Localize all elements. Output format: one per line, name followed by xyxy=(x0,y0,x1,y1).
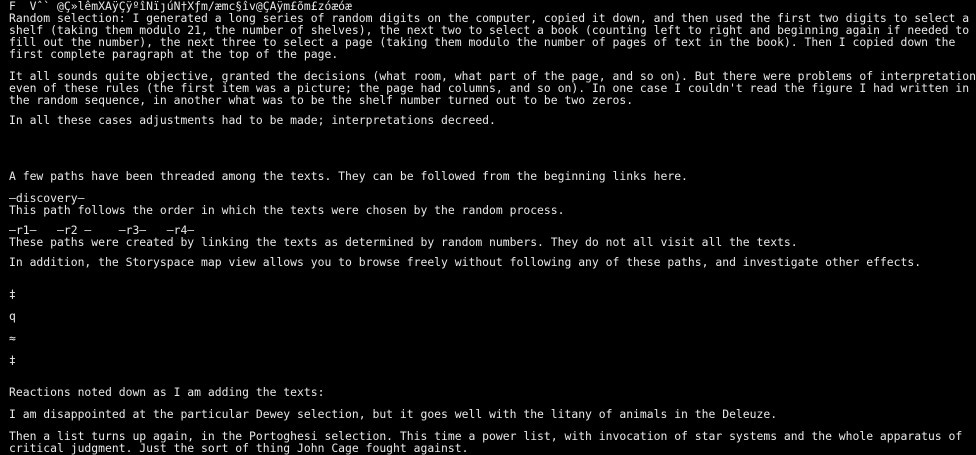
paragraph-line: fill out the number), the next three to select a page (taking them modulo the number of pages of text in the book). Then I copied down the xyxy=(9,35,956,49)
portoghesi-paragraph xyxy=(9,429,963,455)
paragraph-line: even of these rules (the first item was a picture; the page had columns, and so on). In one case I couldn't read the figure I had written in xyxy=(9,81,970,95)
symbol-glyph: ‡ xyxy=(9,287,16,301)
discovery-path-description: This path follows the order in which the texts were chosen by the random process. xyxy=(9,203,565,217)
paragraph-line: the random sequence, in another what was to be the shelf number turned out to be two zeros. xyxy=(9,93,634,107)
paragraph-line: first complete paragraph at the top of the page. xyxy=(9,47,339,61)
symbol-glyph: q xyxy=(9,309,16,323)
garbled-header: F Vˆ` @Ç»lêmXAÿÇÿºîNïȷúN†Xƒm/æmc§îv@ÇAÿm£õm£zóæóæ xyxy=(9,0,352,13)
random-selection-paragraph xyxy=(9,11,970,61)
dewey-paragraph: I am disappointed at the particular Dewey selection, but it goes well with the litany of animals in the Deleuze. xyxy=(9,407,778,421)
paragraph-line: critical judgment. Just the sort of thing John Cage fought against. xyxy=(9,441,469,455)
adjustments-paragraph: In all these cases adjustments had to be made; interpretations decreed. xyxy=(9,113,496,127)
random-path-links[interactable]: –r1– –r2 – –r3– –r4– xyxy=(9,223,195,237)
terminal-text-view xyxy=(9,0,976,455)
symbol-glyph: ≈ xyxy=(9,331,16,345)
symbol-glyph: ‡ xyxy=(9,353,16,367)
paragraph-line: Then a list turns up again, in the Portoghesi selection. This time a power list, with invocation of star systems and the whole apparatus of xyxy=(9,429,963,443)
discovery-path-link[interactable]: –discovery– xyxy=(9,191,85,205)
reactions-heading: Reactions noted down as I am adding the texts: xyxy=(9,385,325,399)
paragraph-line: It all sounds quite objective, granted the decisions (what room, what part of the page, and so on). But there were problems of interpretation xyxy=(9,69,976,83)
storyspace-note: In addition, the Storyspace map view allows you to browse freely without following any of these paths, and investigate other effects. xyxy=(9,255,922,269)
random-paths-description: These paths were created by linking the texts as determined by random numbers. They do not all visit all the texts. xyxy=(9,235,798,249)
objective-paragraph xyxy=(9,69,976,107)
paragraph-line: shelf (taking them modulo 21, the number of shelves), the next two to select a book (counting left to right and beginning again if needed to xyxy=(9,23,970,37)
paragraph-line: Random selection: I generated a long series of random digits on the computer, copied it down, and then used the first two digits to select a xyxy=(9,11,970,25)
paths-intro: A few paths have been threaded among the texts. They can be followed from the beginning links here. xyxy=(9,169,688,183)
